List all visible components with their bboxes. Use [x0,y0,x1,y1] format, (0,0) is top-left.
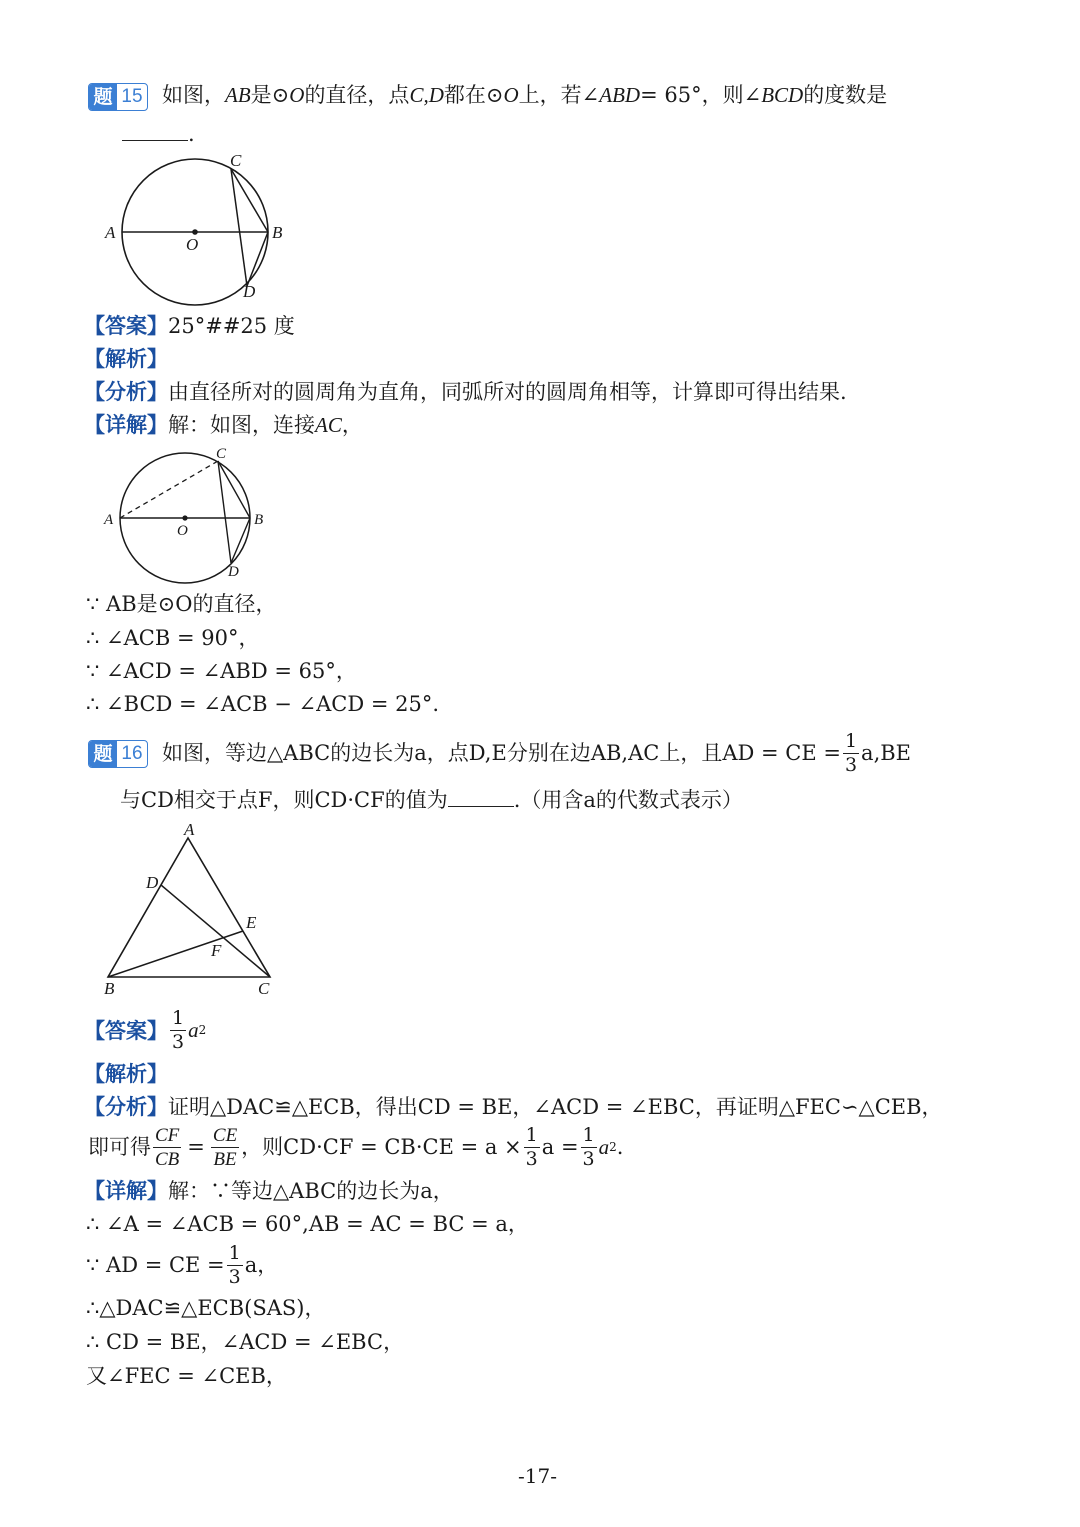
xiangjie-text: 解：如图，连接 [168,413,315,437]
fenxi-text: = [187,1134,205,1159]
label-a: A [104,512,114,528]
fenxi-text: 由直径所对的圆周角为直角，同弧所对的圆周角相等，计算即可得出结果. [168,380,847,404]
label-d: D [146,873,159,892]
chord-cd [231,169,247,286]
answer-math: a [188,1017,199,1042]
label-c: C [258,979,270,998]
fraction [170,1006,186,1053]
q15-step-3: ∵ ∠ACD = ∠ABD = 65°， [86,659,357,683]
answer-tag: 【答案】 [84,313,168,338]
label-c: C [216,446,227,462]
stem-text: 与CD相交于点F，则CD·CF的值为 [120,788,448,812]
xiangjie-text: ， [341,413,363,437]
question-number: 16 [121,743,143,764]
q15-step-2: ∴ ∠ACB = 90°， [86,626,260,650]
stem-text: 的直径，点 [304,83,410,107]
chord-bd [231,518,250,563]
question-badge-label: 题 [89,84,117,110]
q15-answer [84,315,295,337]
stem-text: = 65°，则∠ [640,83,762,107]
label-b: B [104,979,115,998]
blank-period: . [188,122,195,146]
fraction [153,1126,181,1169]
numerator: 1 [228,1241,241,1264]
stem-text: 是⊙ [250,83,290,107]
q16-step-4: ∴ CD = BE，∠ACD = ∠EBC， [86,1330,405,1354]
numerator: CE [212,1124,238,1146]
step-text: a， [244,1252,279,1277]
fenxi-text: ，则CD·CF = CB·CE = a × [241,1134,522,1159]
answer-tag: 【答案】 [84,1017,168,1043]
denominator: 3 [525,1147,538,1170]
question-badge-16 [88,740,148,768]
q15-fenxi [84,381,847,403]
q16-step-2 [86,1241,279,1288]
fenxi-tag: 【分析】 [84,1094,168,1119]
fenxi-text: 证明△DAC≌△ECB，得出CD = BE，∠ACD = ∠EBC，再证明△FEC∽△CEB， [168,1095,943,1119]
label-o: O [186,235,199,254]
stem-text: 的度数是 [803,83,888,107]
q15-step-4: ∴ ∠BCD = ∠ACB − ∠ACD = 25°. [86,692,440,716]
label-o: O [177,523,188,539]
denominator: 3 [172,1030,185,1053]
q16-step-1: ∴ ∠A = ∠ACB = 60°,AB = AC = BC = a， [86,1212,529,1236]
question-number: 15 [121,86,143,107]
fraction [227,1241,243,1288]
numerator: 1 [525,1123,538,1146]
fenxi-text: . [616,1134,624,1159]
q15-step-1: ∵ AB是⊙O的直径， [86,592,277,616]
jiexi-tag: 【解析】 [84,1061,168,1086]
fenxi-text: 即可得 [88,1134,151,1159]
label-a: A [184,820,195,839]
answer-exponent: 2 [198,1023,207,1037]
q15-xiangjie [84,414,363,436]
label-e: E [246,913,257,932]
stem-math: O [503,83,519,107]
label-d: D [228,564,239,580]
xiangjie-tag: 【详解】 [84,1178,168,1203]
label-a: A [105,223,116,242]
q16-xiangjie [84,1180,454,1202]
q16-answer [84,1006,207,1053]
chord-cb [231,169,268,232]
stem-text: 上，若∠ [518,83,600,107]
stem-text: .（用含a的代数式表示） [513,788,743,812]
chord-bd [247,232,268,286]
denominator: 3 [582,1147,595,1170]
xiangjie-tag: 【详解】 [84,412,168,437]
fraction [843,729,859,776]
q16-jiexi [84,1063,168,1085]
exponent: 2 [609,1140,617,1154]
label-f: F [211,941,222,960]
answer-blank [122,122,188,141]
fenxi-tag: 【分析】 [84,379,168,404]
label-c: C [230,151,242,170]
answer-text: 25°##25 度 [168,314,295,338]
question-badge-15 [88,83,148,111]
question-badge-label: 题 [89,741,117,767]
page-number: -17- [518,1464,557,1488]
stem-math: AB [225,83,251,107]
fenxi-math: a [598,1134,610,1159]
jiexi-tag: 【解析】 [84,346,168,371]
numerator: CF [155,1124,180,1146]
stem-math: C,D [409,83,444,107]
q15-solution-figure [100,445,280,585]
denominator: 3 [844,753,858,776]
q16-figure [100,820,290,1000]
stem-text: a,BE [861,740,912,765]
stem-text: 都在⊙ [443,83,504,107]
center-point [192,229,198,235]
stem-math: ABD [599,83,641,107]
stem-math: BCD [761,83,804,107]
numerator: 1 [844,729,858,752]
fraction [581,1123,597,1170]
chord-cb [218,461,250,518]
answer-blank [448,788,514,807]
stem-text: 如图，等边△ABC的边长为a，点D,E分别在边AB,AC上，且AD = CE = [162,740,841,765]
dashed-ac [120,461,218,518]
numerator: 1 [172,1006,185,1029]
xiangjie-text: 解：∵等边△ABC的边长为a， [168,1179,454,1203]
denominator: CB [155,1148,180,1170]
label-b: B [272,223,283,242]
stem-math: O [289,83,305,107]
fraction [211,1126,239,1169]
q16-stem-line1 [162,729,912,776]
q15-jiexi [84,348,168,370]
label-d: D [243,282,256,301]
step-text: ∵ AD = CE = [86,1252,225,1277]
q16-step-5: 又∠FEC = ∠CEB， [86,1364,287,1388]
q15-answer-blank [122,122,195,145]
label-b: B [254,512,264,528]
chord-cd [218,461,231,563]
q16-stem-line2 [120,788,743,811]
center-point [182,515,187,520]
fenxi-text: a = [541,1134,579,1159]
q15-stem [162,85,887,106]
denominator: BE [213,1148,237,1170]
denominator: 3 [228,1265,241,1288]
q16-fenxi-line2 [88,1125,623,1169]
segment-be [108,931,243,977]
q16-step-3: ∴△DAC≌△ECB(SAS)， [86,1296,326,1320]
numerator: 1 [582,1123,595,1146]
q15-figure [100,150,300,305]
xiangjie-math: AC [315,413,342,437]
q16-fenxi-line1 [84,1096,943,1118]
stem-text: 如图， [162,83,225,107]
fraction [524,1123,540,1170]
